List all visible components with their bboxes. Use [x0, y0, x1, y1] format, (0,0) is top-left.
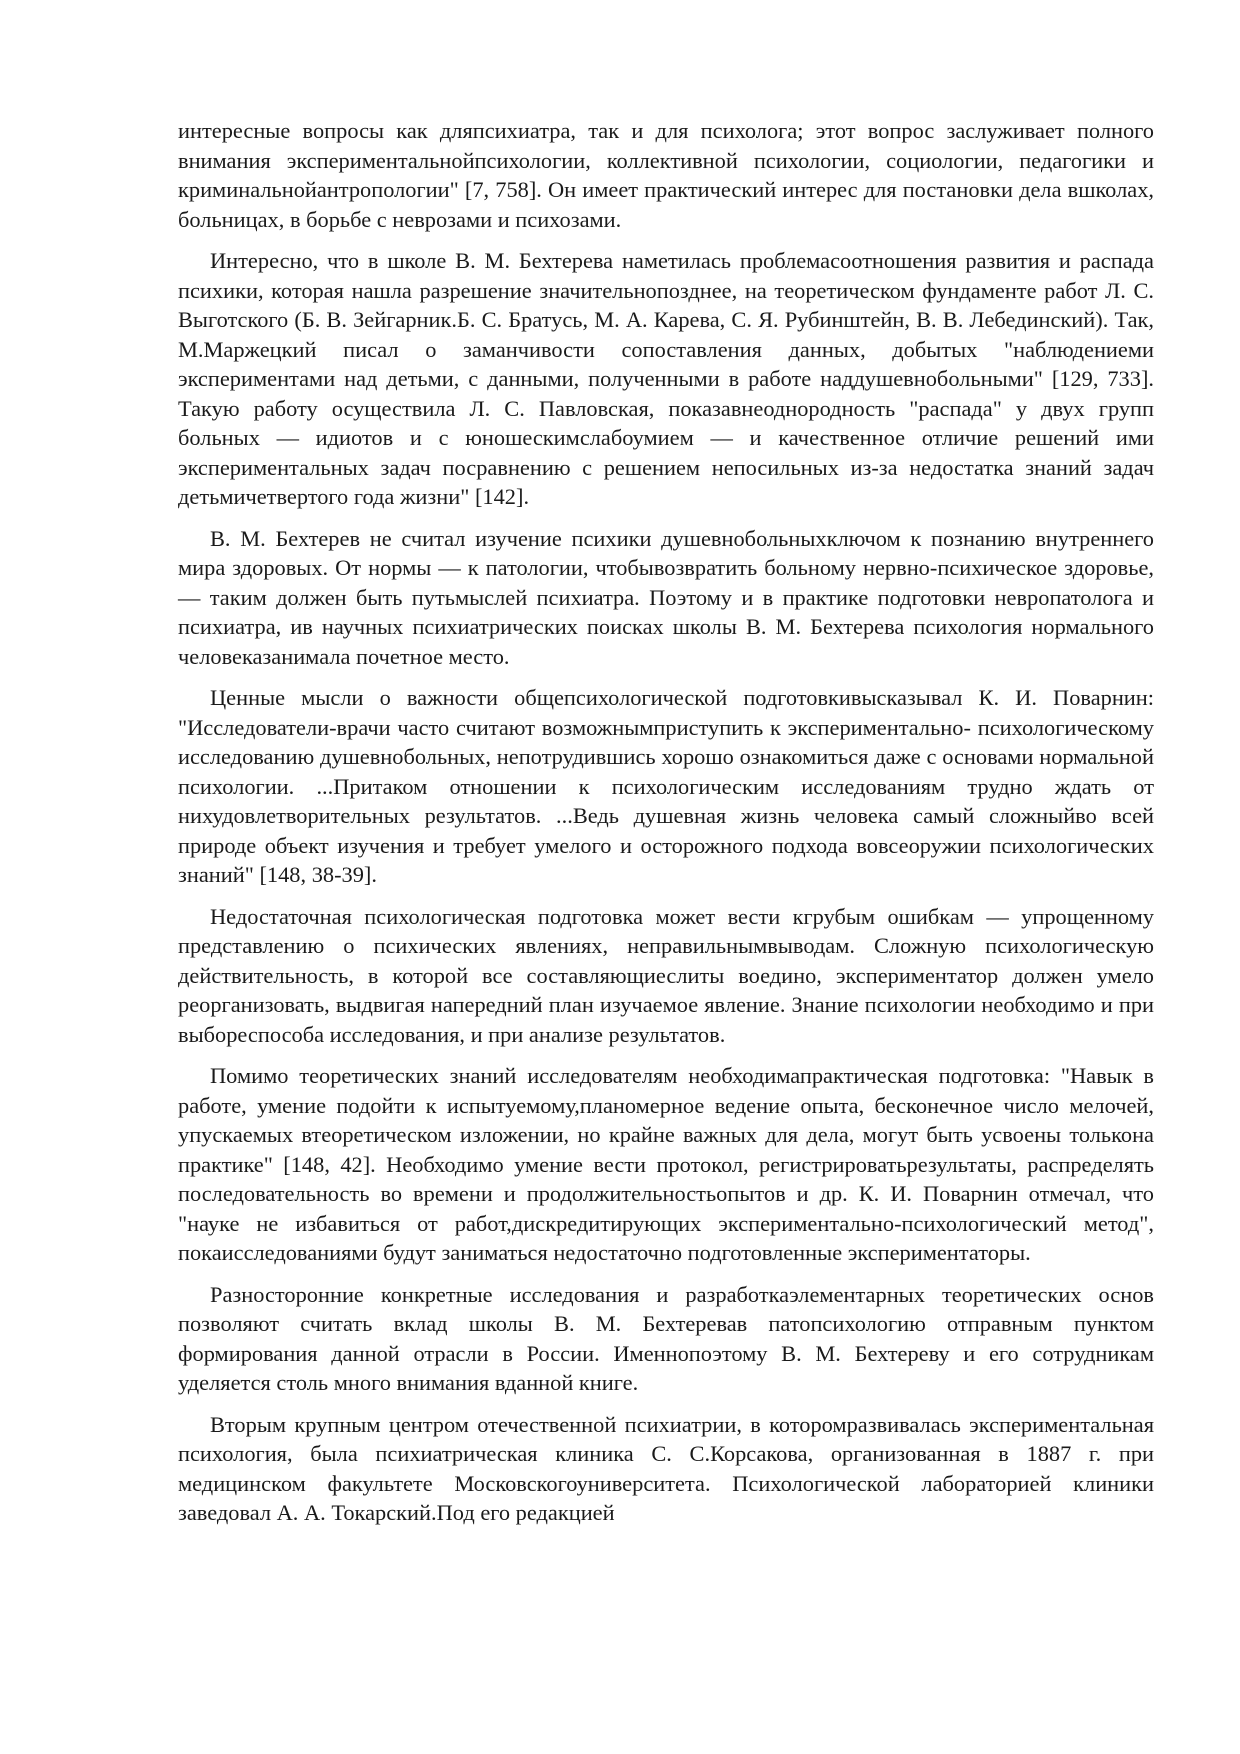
- paragraph-2: Интересно, что в школе В. М. Бехтерева наметилась проблемасоотношения развития и распада психики, которая нашла разрешение значительнопозднее, на теоретическом фундаменте работ Л. С. Выготского (Б. В. Зейгарник.Б. С. Братусь, М. А. Карева, С. Я. Рубинштейн, В. В. Лебединский). Так, М.Маржецкий писал о заманчивости сопоставления данных, добытых "наблюдениеми экспериментами над детьми, с данными, полученными в работе наддушевнобольными" [129, 733]. Такую работу осуществила Л. С. Павловская, показавнеоднородность "распада" у двух групп больных — идиотов и с юношескимслабоумием — и качественное отличие решений ими экспериментальных задач посравнению с решением непосильных из-за недостатка знаний задач детьмичетвертого года жизни" [142].: [178, 248, 1154, 509]
- paragraph-4: Ценные мысли о важности общепсихологической подготовкивысказывал К. И. Поварнин: "Исследователи-врачи часто считают возможнымприступить к экспериментально- психологическому исследованию душевнобольных, непотрудившись хорошо ознакомиться даже с основами нормальной психологии. ...Притаком отношении к психологическим исследованиям трудно ждать от нихудовлетворительных результатов. ...Ведь душевная жизнь человека самый сложныйво всей природе объект изучения и требует умелого и осторожного подхода вовсеоружии психологических знаний" [148, 38-39].: [178, 685, 1154, 887]
- body-text: [178, 116, 1154, 1528]
- paragraph-3: В. М. Бехтерев не считал изучение психики душевнобольныхключом к познанию внутреннего мира здоровых. От нормы — к патологии, чтобывозвратить больному нервно-психическое здоровье, — таким должен быть путьмыслей психиатра. Поэтому и в практике подготовки невропатолога и психиатра, ив научных психиатрических поисках школы В. М. Бехтерева психология нормального человеказанимала почетное место.: [178, 525, 1154, 669]
- paragraph-6: Помимо теоретических знаний исследователям необходимапрактическая подготовка: "Навык в работе, умение подойти к испытуемому,планомерное ведение опыта, бесконечное число мелочей, упускаемых втеоретическом изложении, но крайне важных для дела, могут быть усвоены толькона практике" [148, 42]. Необходимо умение вести протокол, регистрироватьрезультаты, распределять последовательность во времени и продолжительностьопытов и др. К. И. Поварнин отмечал, что "науке не избавиться от работ,дискредитирующих экспериментально-психологический метод", покаисследованиями будут заниматься недостаточно подготовленные экспериментаторы.: [178, 1063, 1154, 1265]
- paragraph-1: интересные вопросы как дляпсихиатра, так и для психолога; этот вопрос заслуживает полного внимания экспериментальнойпсихологии, коллективной психологии, социологии, педагогики и криминальнойантропологии" [7, 758]. Он имеет практический интерес для постановки дела вшколах, больницах, в борьбе с неврозами и психозами.: [178, 118, 1154, 232]
- paragraph-8: Вторым крупным центром отечественной психиатрии, в которомразвивалась экспериментальная психология, была психиатрическая клиника С. С.Корсакова, организованная в 1887 г. при медицинском факультете Московскогоуниверситета. Психологической лабораторией клиники заведовал А. А. Токарский.Под его редакцией: [178, 1411, 1154, 1525]
- paragraph-5: Недостаточная психологическая подготовка может вести кгрубым ошибкам — упрощенному представлению о психических явлениях, неправильнымвыводам. Сложную психологическую действительность, в которой все составляющиеслиты воедино, экспериментатор должен умело реорганизовать, выдвигая напередний план изучаемое явление. Знание психологии необходимо и при выбореспособа исследования, и при анализе результатов.: [178, 903, 1154, 1047]
- paragraph-7: Разносторонние конкретные исследования и разработкаэлементарных теоретических основ позволяют считать вклад школы В. М. Бехтеревав патопсихологию отправным пунктом формирования данной отрасли в России. Именнопоэтому В. М. Бехтереву и его сотрудникам уделяется столь много внимания вданной книге.: [178, 1281, 1154, 1395]
